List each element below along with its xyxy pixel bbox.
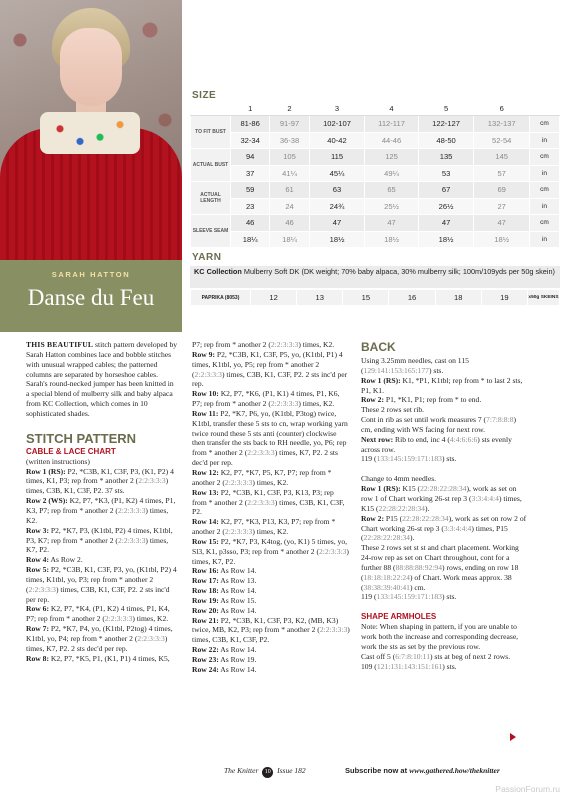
- shade-label: PAPRIKA (8053): [191, 290, 251, 306]
- intro-text: stitch pattern developed by Sarah Hatton combines lace and bobble stitches with unusual wrapped cables; the patterned columns are separated by horseshoe cables. Sarah's round-necked jumper has been knitted in a special blend of mulberry silk and baby alpaca from KC Collection, which comes in 10 sophisticated shades.: [26, 340, 178, 418]
- instruction: These 2 rows set st st and chart placement. Working 24-row rep as set on Chart throughout, cont for a further 88 (88:88:88:92:94) rows, ending on row 18 (18:18:18:22:24) of Chart. Work meas approx. 38 (38:38:39:40:41) cm.: [361, 543, 519, 592]
- pattern-row: Row 23: As Row 19.: [192, 655, 257, 664]
- cell: 16: [389, 290, 435, 306]
- unit: in: [530, 132, 560, 149]
- cell: 37: [231, 165, 270, 182]
- cell: 13: [297, 290, 343, 306]
- size-table: [190, 101, 560, 248]
- pattern-row: Row 20: As Row 14.: [192, 605, 257, 615]
- pattern-row: Row 8: K2, P7, *K5, P1, (K1, P1) 4 times, K5,: [26, 653, 170, 663]
- cell: 67: [418, 182, 474, 199]
- footer-subscribe: [345, 766, 500, 775]
- table-row: [191, 231, 560, 248]
- row-label: SLEEVE SEAM: [191, 215, 231, 248]
- unit: cm: [530, 215, 560, 232]
- cell: 135: [418, 149, 474, 166]
- cell: 122-127: [418, 116, 474, 133]
- footer-magazine: [224, 766, 306, 778]
- cell: 12: [251, 290, 297, 306]
- table-row: [191, 116, 560, 133]
- yarn-details: Mulberry Soft DK (DK weight; 70% baby alpaca, 30% mulberry silk; 100m/109yds per 50g skein): [241, 267, 555, 276]
- back-heading: BACK: [361, 340, 396, 354]
- cell: 46: [270, 215, 309, 232]
- cell: 46: [231, 215, 270, 232]
- table-row: [191, 165, 560, 182]
- cell: 115: [309, 149, 365, 166]
- cell: 25½: [365, 198, 418, 215]
- unit: in: [530, 165, 560, 182]
- pattern-row: Row 16: As Row 14.: [192, 566, 257, 576]
- cell: 49¼: [365, 165, 418, 182]
- size-header-row: [191, 102, 560, 116]
- cell: 18½: [418, 231, 474, 248]
- shape-armholes-heading: SHAPE ARMHOLES: [361, 612, 437, 622]
- cell: 18½: [474, 231, 530, 248]
- row-label: ACTUAL LENGTH: [191, 182, 231, 215]
- instruction: 119 (133:145:159:171:183) sts.: [361, 454, 457, 464]
- pattern-row: Row 3: P2, *K7, P3, (K1tbl, P2) 4 times, K1tbl, P3, K7; rep from * another 2 (2:2:3:3:3) times, K7, P2.: [26, 525, 173, 555]
- instruction: Next row: Rib to end, inc 4 (4:4:6:6:6) sts evenly across row.: [361, 434, 512, 454]
- table-row: [191, 198, 560, 215]
- cell: 44-46: [365, 132, 418, 149]
- issue-number: Issue 182: [277, 766, 306, 775]
- size-heading: SIZE: [192, 90, 217, 101]
- cell: 102-107: [309, 116, 365, 133]
- cell: 63: [309, 182, 365, 199]
- pattern-row: Row 19: As Row 15.: [192, 595, 257, 605]
- cell: 18½: [309, 231, 365, 248]
- cell: 65: [365, 182, 418, 199]
- model-photo: [0, 0, 182, 260]
- cell: 69: [474, 182, 530, 199]
- cell: 105: [270, 149, 309, 166]
- pattern-row: Row 4: As Row 2.: [26, 555, 83, 565]
- instruction: 119 (133:145:159:171:183) sts.: [361, 592, 457, 602]
- cell: 40-42: [309, 132, 365, 149]
- designer-name: SARAH HATTON: [51, 270, 131, 279]
- cell: 57: [474, 165, 530, 182]
- cell: 19: [481, 290, 527, 306]
- pattern-row: Row 14: K2, P7, *K3, P13, K3, P7; rep from * another 2 (2:2:3:3:3) times, K2.: [192, 517, 336, 537]
- instruction: Row 2: P15 (22:28:22:28:34), work as set on row 2 of Chart working 26-st rep 3 (3:3:4:4:4) times, P15 (22:28:22:28:34).: [361, 513, 527, 543]
- unit: in: [530, 198, 560, 215]
- pattern-row: Row 24: As Row 14.: [192, 664, 257, 674]
- cell: 145: [474, 149, 530, 166]
- cell: 41¼: [270, 165, 309, 182]
- table-row: [191, 149, 560, 166]
- unit: in: [530, 231, 560, 248]
- size-number: 3: [309, 102, 365, 116]
- instruction: Row 1 (RS): K1, *P1, K1tbl; rep from * to last 2 sts, P1, K1.: [361, 375, 523, 395]
- cell: 36-38: [270, 132, 309, 149]
- cell: 47: [474, 215, 530, 232]
- size-number: 5: [418, 102, 474, 116]
- pattern-row: Row 10: K2, P7, *K6, (P1, K1) 4 times, P1, K6, P7; rep from * another 2 (2:2:3:3:3) times, K2.: [192, 389, 340, 409]
- pattern-row: Row 15: P2, *K7, P3, K4tog, (yo, K1) 5 times, yo, Sl3, K1, p3sso, P3; rep from * another 2 (2:2:3:3:3) times, K7, P2.: [192, 536, 349, 566]
- pattern-row: Row 21: P2, *C3B, K1, C3F, P3, K2, (MB, K3) twice, MB, K2, P3; rep from * another 2 (2:2:3:3:3) times, C3B, K1, C3F, P2.: [192, 615, 350, 645]
- table-row: [191, 215, 560, 232]
- pattern-row: Row 5: P2, *C3B, K1, C3F, P3, yo, (K1tbl, P2) 4 times, K1tbl, yo, P3; rep from * another 2 (2:2:3:3:3) times, C3B, K1, C3F, P2. 2 sts inc'd per rep.: [26, 565, 177, 604]
- instruction: These 2 rows set rib.: [361, 405, 425, 415]
- watermark: PassionForum.ru: [495, 784, 560, 794]
- cell: 81-86: [231, 116, 270, 133]
- intro-paragraph: [26, 340, 178, 419]
- instruction: Cont in rib as set until work measures 7 (7:7:8:8:8) cm, ending with WS facing for next row.: [361, 415, 517, 434]
- size-number: 4: [365, 102, 418, 116]
- cell: 18¼: [231, 231, 270, 248]
- yarn-table: [190, 289, 560, 306]
- table-row: [191, 182, 560, 199]
- page-number: 10: [262, 767, 273, 778]
- instruction: 109 (121:131:143:151:161) sts.: [361, 661, 457, 671]
- printed-collar: [40, 112, 140, 154]
- cell: 52-54: [474, 132, 530, 149]
- table-row: [191, 132, 560, 149]
- pattern-row: Row 1 (RS): P2, *C3B, K1, C3F, P3, (K1, P2) 4 times, K1, P3; rep from * another 2 (2:2:3:3:3) times, C3B, K1, C3F, P2. 37 sts.: [26, 466, 174, 496]
- instruction: Cast off 5 (6:7:8:10:11) sts at beg of next 2 rows.: [361, 651, 511, 661]
- pattern-title: Danse du Feu: [27, 285, 155, 310]
- column-3: [361, 340, 527, 671]
- cell: 125: [365, 149, 418, 166]
- cell: 18¼: [270, 231, 309, 248]
- cell: 47: [418, 215, 474, 232]
- cell: 94: [231, 149, 270, 166]
- instruction: Change to 4mm needles.: [361, 474, 437, 484]
- instruction: Row 1 (RS): K15 (22:28:22:28:34), work as set on row 1 of Chart working 26-st rep 3 (3:3:4:4:4) times, K15 (22:28:22:28:34).: [361, 484, 522, 513]
- stitch-pattern-heading: STITCH PATTERN: [26, 430, 137, 446]
- pattern-row: Row 11: P2, *K7, P6, yo, (K1tbl, P3tog) twice, K1tbl, transfer these 5 sts to cn, wrap working yarn twice round these 5 sts anti (counter) clockwise then transfer the sts back to RH needle, yo, P6; rep from * another 2 (2:2:3:3:3) times, K7, P2. 2 sts dec'd per rep.: [192, 408, 348, 468]
- cell: 61: [270, 182, 309, 199]
- unit: cm: [530, 149, 560, 166]
- cell: 47: [309, 215, 365, 232]
- cell: 18: [435, 290, 481, 306]
- instruction: Row 2: P1, *K1, P1; rep from * to end.: [361, 395, 482, 405]
- cell: 47: [365, 215, 418, 232]
- continue-arrow-icon: [510, 733, 516, 741]
- face: [60, 28, 122, 106]
- cell: 132-137: [474, 116, 530, 133]
- subscribe-text: Subscribe now at: [345, 766, 410, 775]
- table-row: [191, 290, 560, 306]
- intro-lead: THIS BEAUTIFUL: [26, 340, 94, 349]
- chart-note: (written instructions): [26, 456, 90, 466]
- pattern-row: Row 6: K2, P7, *K4, (P1, K2) 4 times, P1, K4, P7; rep from * another 2 (2:2:3:3:3) times, K2.: [26, 604, 170, 624]
- cell: 112-117: [365, 116, 418, 133]
- row-label: TO FIT BUST: [191, 116, 231, 149]
- unit: cm: [530, 182, 560, 199]
- unit: cm: [530, 116, 560, 133]
- yarn-heading: YARN: [192, 252, 222, 263]
- cell: 27: [474, 198, 530, 215]
- cell: 23: [231, 198, 270, 215]
- size-number: 6: [474, 102, 530, 116]
- cell: 32-34: [231, 132, 270, 149]
- cell: 26½: [418, 198, 474, 215]
- pattern-row: Row 7: P2, *K7, P4, yo, (K1tbl, P2tog) 4 times, K1tbl, yo, P4; rep from * another 2 (2:2:3:3:3) times, K7, P2. 2 sts dec'd per rep.: [26, 624, 173, 653]
- instruction: Using 3.25mm needles, cast on 115 (129:141:153:165:177) sts.: [361, 356, 469, 375]
- pattern-row: Row 13: P2, *C3B, K1, C3F, P3, K13, P3; rep from * another 2 (2:2:3:3:3) times, C3B, K1, C3F, P2.: [192, 487, 345, 517]
- title-band: [0, 260, 182, 332]
- footer: [0, 766, 566, 780]
- yarn-description: [190, 266, 560, 288]
- cell: 53: [418, 165, 474, 182]
- pattern-row: Row 17: As Row 13.: [192, 576, 257, 586]
- yarn-brand: KC Collection: [194, 267, 242, 276]
- size-number: 1: [231, 102, 270, 116]
- chart-subheading: CABLE & LACE CHART: [26, 446, 116, 456]
- cell: 48-50: [418, 132, 474, 149]
- cell: 59: [231, 182, 270, 199]
- cell: 24: [270, 198, 309, 215]
- skein-note: x50g SKEINS: [528, 290, 560, 306]
- subscribe-link[interactable]: www.gathered.how/theknitter: [409, 766, 500, 775]
- pattern-row: Row 22: As Row 14.: [192, 645, 257, 655]
- pattern-row: Row 18: As Row 14.: [192, 586, 257, 596]
- instruction: Note: When shaping in pattern, if you are unable to work both the increase and corresponding decrease, work the sts as set by the previous row.: [361, 622, 519, 651]
- cell: 15: [343, 290, 389, 306]
- magazine-name: The Knitter: [224, 766, 259, 775]
- pattern-row: P7; rep from * another 2 (2:2:3:3:3) times, K2.: [192, 340, 335, 349]
- column-1: [26, 340, 178, 663]
- cell: 45¼: [309, 165, 365, 182]
- pattern-row: Row 12: K2, P7, *K7, P5, K7, P7; rep from * another 2 (2:2:3:3:3) times, K2.: [192, 467, 332, 487]
- pattern-row: Row 9: P2, *C3B, K1, C3F, P5, yo, (K1tbl, P1) 4 times, K1tbl, yo, P5; rep from * another 2 (2:2:3:3:3) times, C3B, K1, C3F, P2. 2 sts inc'd per rep.: [192, 349, 348, 389]
- cell: 18½: [365, 231, 418, 248]
- size-number: 2: [270, 102, 309, 116]
- row-label: ACTUAL BUST: [191, 149, 231, 182]
- pattern-row: Row 2 (WS): K2, P7, *K3, (P1, K2) 4 times, P1, K3, P7; rep from * another 2 (2:2:3:3:3) times, K2.: [26, 496, 176, 525]
- cell: 24¾: [309, 198, 365, 215]
- cell: 91-97: [270, 116, 309, 133]
- column-2: [192, 340, 350, 675]
